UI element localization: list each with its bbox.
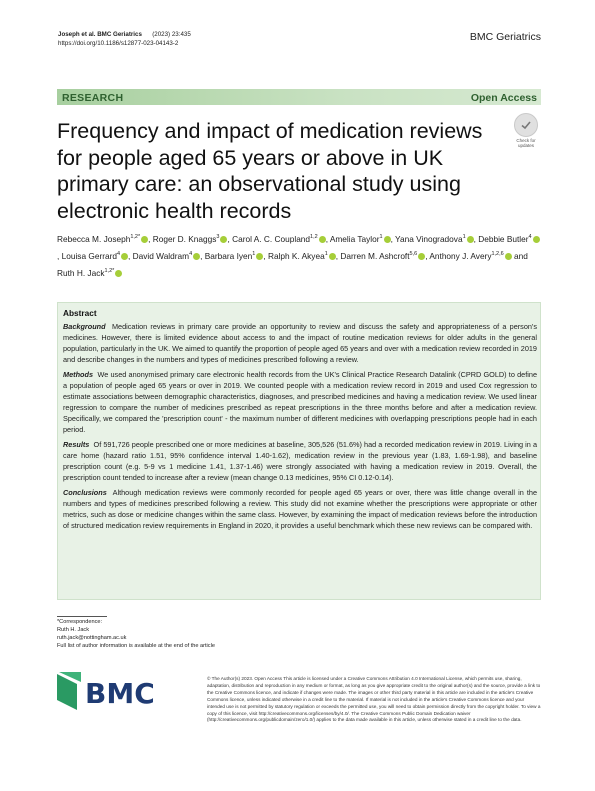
- results-label: Results: [63, 440, 90, 450]
- orcid-icon[interactable]: [384, 236, 391, 243]
- correspondence-email[interactable]: ruth.jack@nottingham.ac.uk: [57, 635, 127, 641]
- abstract-methods: Methods We used anonymised primary care electronic health records from the UK's Clinical Practice Research Datalink (CPRD GOLD) to define a population of people aged 65 years or over in 2019. We counted people with a medication review record in 2019 and used Cox regression to estimate associations between demographic characteristics, diagnoses, and prescribed medicines and having a medication review. We used linear regression to compare the number of medicines prescribed as repeat prescriptions in the three months before and after a medication review. Specifically, we compared the 'prescription count' - the maximum number of different medicines with overlapping prescriptions people had in each period.: [63, 370, 537, 434]
- citation-header: [58, 30, 191, 48]
- abstract-heading: Abstract: [63, 308, 97, 318]
- orcid-icon[interactable]: [418, 253, 425, 260]
- orcid-icon[interactable]: [319, 236, 326, 243]
- author-name: Amelia Taylor$^1$: [330, 234, 391, 244]
- article-title: Frequency and impact of medication reviews for people aged 65 years or above in UK primary care: an observational study using electronic health records: [57, 119, 483, 223]
- methods-label: Methods: [63, 370, 93, 380]
- abstract-background: Background Medication reviews in primary care provide an opportunity to review and discuss the safety and appropriateness of a person's medicines. However, there is limited evidence about access to and the impact of routine medication reviews for older adults in the general population, particularly in the UK. We aimed to quantify the proportion of people aged 65 years and over with a medication review recorded in 2019 and describe changes in the numbers and types of medicines prescribed following a review.: [63, 322, 537, 364]
- orcid-icon[interactable]: [533, 236, 540, 243]
- author-name: Louisa Gerrard$^4$: [62, 251, 128, 261]
- author-affiliation: 1,2*: [104, 268, 115, 275]
- author-affiliation: 1,2: [310, 234, 318, 240]
- author-info-note: Full list of author information is available at the end of the article: [57, 643, 215, 649]
- orcid-icon[interactable]: [193, 253, 200, 260]
- author-affiliation: 1: [252, 251, 256, 258]
- orcid-icon[interactable]: [115, 270, 122, 277]
- author-affiliation: 3: [216, 234, 220, 240]
- author-name: Ruth H. Jack$^{1,2*}$: [57, 268, 122, 278]
- orcid-icon[interactable]: [220, 236, 227, 243]
- doi-link[interactable]: https://doi.org/10.1186/s12877-023-04143-2: [58, 40, 179, 47]
- background-label: Background: [63, 322, 106, 331]
- check-for-updates-badge[interactable]: [512, 113, 540, 147]
- orcid-icon[interactable]: [505, 253, 512, 260]
- open-access-label: Open Access: [470, 92, 537, 104]
- author-affiliation: 4: [116, 251, 121, 258]
- author-name: Rebecca M. Joseph$^{1,2*}$: [57, 234, 148, 244]
- author-affiliation: 5,6: [409, 251, 418, 258]
- author-affiliation: 1: [462, 234, 466, 240]
- check-updates-line2: updates: [517, 143, 534, 148]
- author-name: Roger D. Knaggs$^3$: [153, 234, 228, 244]
- orcid-icon[interactable]: [121, 253, 128, 260]
- section-banner: [57, 89, 541, 105]
- author-affiliation: 4: [528, 234, 532, 240]
- author-list: Rebecca M. Joseph$^{1,2*}$ , Roger D. Knaggs$^3$ , Carol A. C. Coupland$^{1,2}$ , Amelia Taylor$^1$ , Yana Vinogradova$^1$ , Debbie Butler$^4$, Louisa Gerrard$^4$ , David Waldram$^4$ , Barbara Iyen$^1$ , Ralph K. Akyea$^1$ , Darren M. Ashcroft$^{5,6}$ , Anthony J. Avery$^{1,2,6}$ and Ruth H. Jack$^{1,2*}$: [57, 230, 541, 281]
- journal-name: BMC Geriatrics: [469, 31, 541, 43]
- citation-year-pages: (2023) 23:435: [152, 31, 191, 38]
- abstract-results: Results Of 591,726 people prescribed one or more medicines at baseline, 305,526 (51.6%) had a recorded medication review in 2019. Living in a care home (hazard ratio 1.51, 95% confidence interval 1.40-1.62), medication review in the previous year (1.83, 1.69-1.98), and baseline prescription count (e.g. 5-9 vs 1 medicine 1.41, 1.37-1.46) were strongly associated with having a medication review in 2019. Overall, the prescription count tended to increase after a review (mean change 0.13 medicines, 95% CI 0.12-0.14).: [63, 440, 537, 482]
- author-name: Yana Vinogradova$^1$: [395, 234, 474, 244]
- orcid-icon[interactable]: [467, 236, 474, 243]
- citation-authors: Joseph et al. BMC Geriatrics: [58, 31, 142, 38]
- correspondence-name: Ruth H. Jack: [57, 627, 90, 633]
- check-updates-icon: [514, 113, 538, 137]
- abstract-body: [63, 322, 537, 536]
- correspondence-label: *Correspondence:: [57, 619, 103, 625]
- author-affiliation: 1: [379, 234, 383, 240]
- author-name: Darren M. Ashcroft$^{5,6}$: [340, 251, 425, 261]
- correspondence-block: [57, 618, 215, 650]
- orcid-icon[interactable]: [141, 236, 148, 243]
- orcid-icon[interactable]: [256, 253, 263, 260]
- conclusions-label: Conclusions: [63, 488, 107, 498]
- author-name: Debbie Butler$^4$: [478, 234, 539, 244]
- author-name: David Waldram$^4$: [133, 251, 200, 261]
- author-name: Barbara Iyen$^1$: [205, 251, 264, 261]
- author-affiliation: 1,2*: [130, 234, 141, 240]
- author-affiliation: 1: [324, 251, 328, 258]
- author-affiliation: 4: [189, 251, 193, 258]
- bmc-logo: [57, 672, 177, 712]
- author-name: Carol A. C. Coupland$^{1,2}$: [232, 234, 326, 244]
- section-label: RESEARCH: [62, 92, 124, 104]
- correspondence-divider: [57, 616, 107, 617]
- check-updates-line1: Check for: [516, 138, 536, 143]
- orcid-icon[interactable]: [329, 253, 336, 260]
- license-text: © The Author(s) 2023. Open Access This article is licensed under a Creative Commons Attribution 4.0 International License, which permits use, sharing, adaptation, distribution and reproduction in any medium or format, as long as you give appropriate credit to the original author(s) and the source, provide a link to the Creative Commons licence, and indicate if changes were made. The images or other third party material in this article are included in the article's Creative Commons licence, unless indicated otherwise in a credit line to the material. If material is not included in the article's Creative Commons licence and your intended use is not permitted by statutory regulation or exceeds the permitted use, you will need to obtain permission directly from the copyright holder. To view a copy of this licence, visit http://creativecommons.org/licenses/by/4.0/. The Creative Commons Public Domain Dedication waiver (http://creativecommons.org/publicdomain/zero/1.0/) applies to the data made available in this article, unless otherwise stated in a credit line to the data.: [207, 676, 541, 723]
- bmc-logo-text: BMC: [85, 677, 155, 710]
- author-affiliation: 1,2,6: [491, 251, 504, 258]
- abstract-conclusions: Conclusions Although medication reviews were commonly recorded for people aged 65 years or over, there was little change overall in the numbers and types of medicines prescribed following a review. This study did not examine whether the prescriptions were appropriate or other metrics, such as dose or medicine changes within the same class. However, by examining the impact of medication reviews before the introduction of structured medication review requirements in England in 2020, it provides a useful benchmark which these new reviews can be compared with.: [63, 488, 538, 530]
- author-name: Anthony J. Avery$^{1,2,6}$: [429, 251, 511, 261]
- author-name: Ralph K. Akyea$^1$: [268, 251, 336, 261]
